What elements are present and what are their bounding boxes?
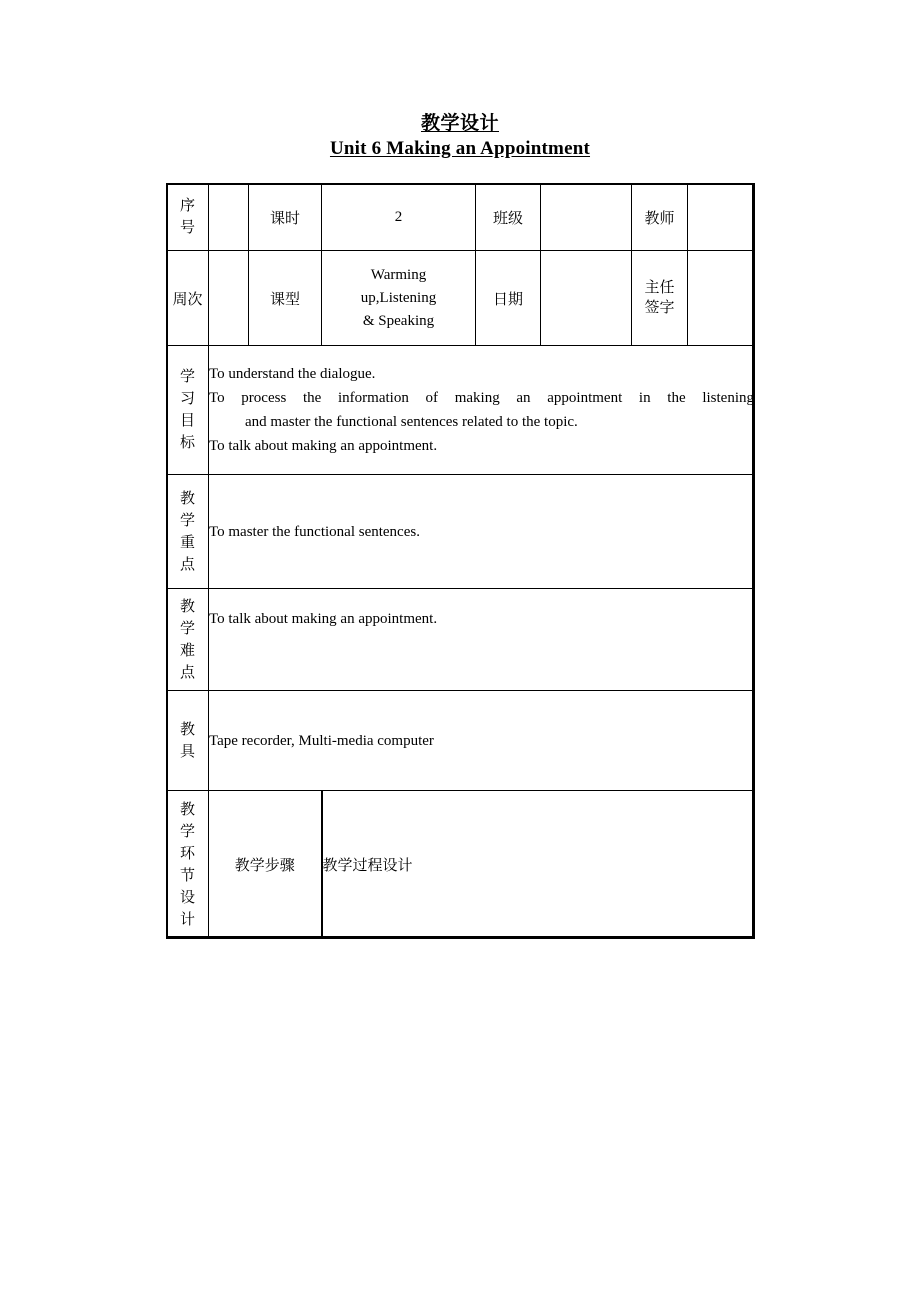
director-signature-label-line-1: 主任 bbox=[644, 280, 675, 296]
cell-key-points-label bbox=[167, 475, 209, 589]
cell-teaching-process-header: 教学过程设计 bbox=[322, 791, 755, 939]
cell-procedure-label bbox=[167, 791, 209, 939]
page-title-chinese bbox=[0, 112, 920, 136]
table-row-key-points bbox=[167, 475, 755, 589]
objectives-label-char-4: 标 bbox=[179, 435, 195, 451]
cell-teacher-value[interactable] bbox=[688, 184, 755, 251]
procedure-label-char-4: 节 bbox=[179, 867, 195, 884]
objective-line-2: To process the information of making an appointment in the listening bbox=[209, 390, 754, 406]
cell-date-label: 日期 bbox=[476, 251, 541, 346]
sequence-label-char-1: 序 bbox=[179, 198, 195, 214]
lesson-plan-sheet bbox=[166, 183, 754, 939]
objectives-label-char-1: 学 bbox=[179, 369, 195, 385]
lesson-type-line-2: up,Listening bbox=[360, 289, 437, 306]
cell-difficulties-content[interactable]: To talk about making an appointment. bbox=[209, 589, 755, 691]
procedure-label-char-2: 学 bbox=[179, 823, 195, 840]
page-title-english-text: Unit 6 Making an Appointment bbox=[329, 138, 591, 159]
table-row-procedure bbox=[167, 791, 755, 939]
procedure-label-char-1: 教 bbox=[179, 801, 195, 818]
cell-teaching-aids-content[interactable]: Tape recorder, Multi-media computer bbox=[209, 691, 755, 791]
cell-period-label: 课时 bbox=[249, 184, 322, 251]
objectives-label-char-2: 习 bbox=[179, 391, 195, 407]
cell-lesson-type-label: 课型 bbox=[249, 251, 322, 346]
teaching-aids-label-char-2: 具 bbox=[179, 743, 195, 760]
cell-teacher-label: 教师 bbox=[632, 184, 688, 251]
cell-sequence-label bbox=[167, 184, 209, 251]
cell-class-label: 班级 bbox=[476, 184, 541, 251]
key-points-label-char-2: 学 bbox=[179, 512, 195, 529]
objective-line-3: and master the functional sentences related to the topic. bbox=[245, 414, 578, 430]
procedure-label-char-6: 计 bbox=[179, 911, 195, 928]
cell-sequence-value[interactable] bbox=[209, 184, 249, 251]
lesson-type-line-1: Warming bbox=[370, 266, 427, 283]
cell-class-value[interactable] bbox=[541, 184, 632, 251]
cell-lesson-type-value[interactable] bbox=[322, 251, 476, 346]
cell-director-signature-value[interactable] bbox=[688, 251, 755, 346]
table-row-objectives bbox=[167, 346, 755, 475]
cell-objectives-content[interactable] bbox=[209, 346, 755, 475]
page-title-chinese-text: 教学设计 bbox=[420, 113, 499, 134]
objectives-label-char-3: 目 bbox=[179, 413, 195, 429]
cell-week-label: 周次 bbox=[167, 251, 209, 346]
difficulties-label-char-2: 学 bbox=[179, 620, 195, 637]
director-signature-label-line-2: 签字 bbox=[644, 300, 675, 316]
document-title-block bbox=[0, 112, 920, 162]
table-row-difficulties bbox=[167, 589, 755, 691]
procedure-label-char-3: 环 bbox=[179, 845, 195, 862]
lesson-type-line-3: & Speaking bbox=[362, 312, 435, 329]
cell-key-points-content[interactable]: To master the functional sentences. bbox=[209, 475, 755, 589]
key-points-label-char-4: 点 bbox=[179, 556, 195, 573]
procedure-label-char-5: 设 bbox=[179, 889, 195, 906]
objective-line-4: To talk about making an appointment. bbox=[209, 438, 438, 454]
cell-period-value[interactable]: 2 bbox=[322, 184, 476, 251]
cell-director-signature-label bbox=[632, 251, 688, 346]
difficulties-label-char-4: 点 bbox=[179, 664, 195, 681]
table-row-sequence bbox=[167, 184, 755, 251]
table-row-teaching-aids bbox=[167, 691, 755, 791]
cell-objectives-label bbox=[167, 346, 209, 475]
page-title-english bbox=[0, 136, 920, 162]
cell-teaching-steps-header: 教学步骤 bbox=[209, 791, 322, 939]
teaching-aids-label-char-1: 教 bbox=[179, 721, 195, 738]
objective-line-1: To understand the dialogue. bbox=[209, 366, 376, 382]
cell-difficulties-label bbox=[167, 589, 209, 691]
cell-date-value[interactable] bbox=[541, 251, 632, 346]
cell-week-value[interactable] bbox=[209, 251, 249, 346]
table-row-week bbox=[167, 251, 755, 346]
difficulties-label-char-1: 教 bbox=[179, 598, 195, 615]
cell-teaching-aids-label bbox=[167, 691, 209, 791]
key-points-label-char-1: 教 bbox=[179, 490, 195, 507]
sequence-label-char-2: 号 bbox=[179, 220, 195, 236]
key-points-label-char-3: 重 bbox=[179, 534, 195, 551]
lesson-plan-table bbox=[166, 183, 755, 939]
difficulties-label-char-3: 难 bbox=[179, 642, 195, 659]
